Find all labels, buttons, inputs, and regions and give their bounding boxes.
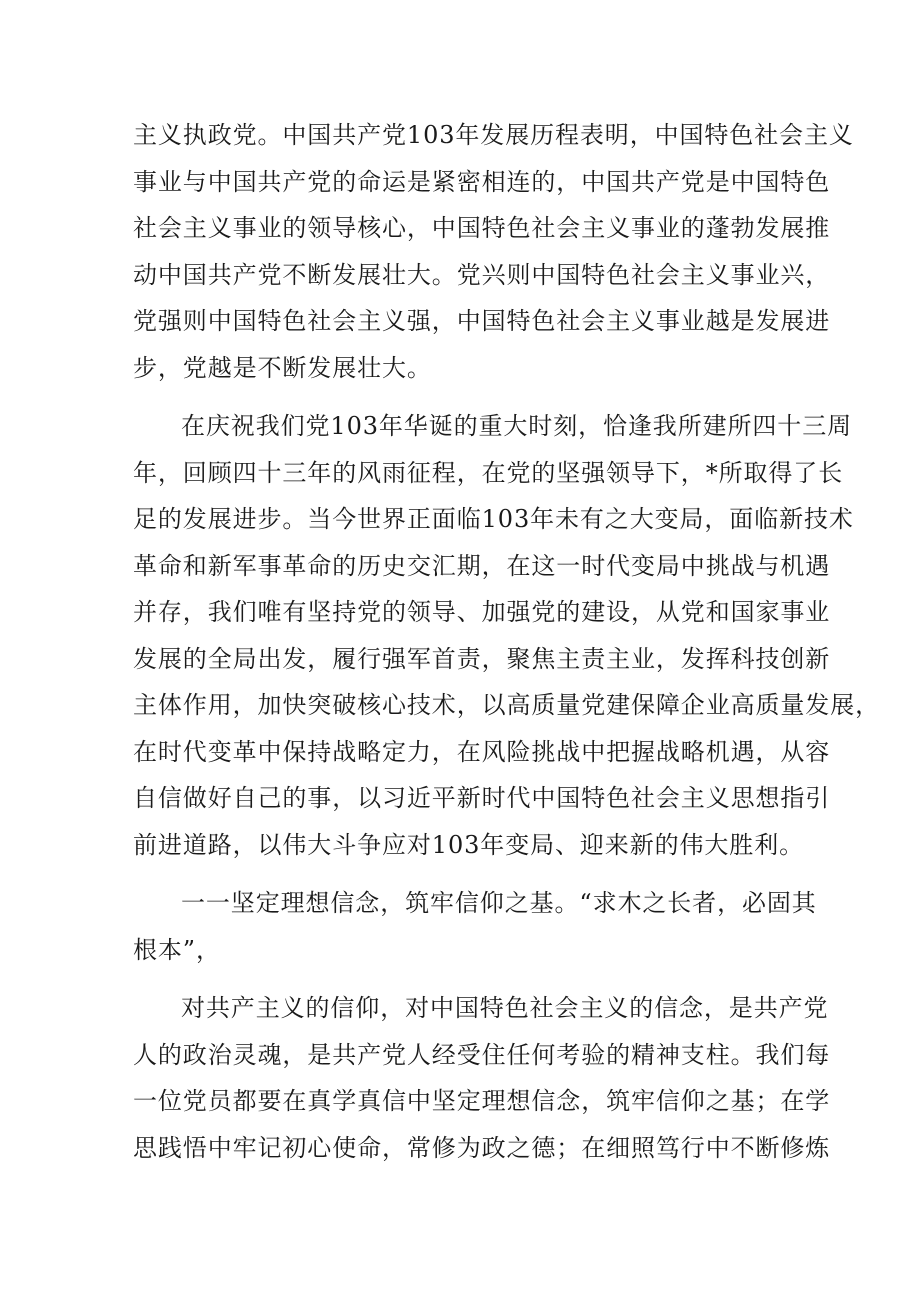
text-line: 根本”， [133, 935, 221, 964]
text-line: 社会主义事业的领导核心，中国特色社会主义事业的蓬勃发展推 [133, 214, 831, 242]
text-line: 足的发展进步。当今世界正面临103年未有之大变局，面临新技术 [133, 505, 854, 533]
text-line: 步，党越是不断发展壮大。 [133, 353, 432, 382]
paragraph-1 [133, 112, 854, 391]
text-line: 主义执政党。中国共产党103年发展历程表明，中国特色社会主义 [133, 121, 854, 149]
text-line: 自信做好自己的事，以习近平新时代中国特色社会主义思想指引 [133, 784, 831, 812]
text-line: 一一坚定理想信念，筑牢信仰之基。“求木之长者，必固其 [181, 889, 817, 917]
document-body [133, 112, 880, 1171]
text-line: 主体作用，加快突破核心技术，以高质量党建保障企业高质量发展， [133, 691, 880, 719]
text-line: 党强则中国特色社会主义强，中国特色社会主义事业越是发展进 [133, 307, 831, 335]
text-line: 人的政治灵魂，是共产党人经受住任何考验的精神支柱。我们每 [133, 1040, 831, 1069]
text-line: 事业与中国共产党的命运是紧密相连的，中国共产党是中国特色 [133, 167, 831, 196]
text-line: 前进道路，以伟大斗争应对103年变局、迎来新的伟大胜利。 [133, 830, 805, 859]
paragraph-2 [133, 403, 880, 868]
text-line: 革命和新军事革命的历史交汇期，在这一时代变局中挑战与机遇 [133, 551, 831, 580]
text-line: 在时代变革中保持战略定力，在风险挑战中把握战略机遇，从容 [133, 737, 831, 766]
text-line: 在庆祝我们党103年华诞的重大时刻，恰逢我所建所四十三周 [181, 412, 853, 440]
text-line: 发展的全局出发，履行强军首责，聚焦主责主业，发挥科技创新 [133, 644, 831, 673]
paragraph-4 [133, 985, 831, 1171]
text-line: 并存，我们唯有坚持党的领导、加强党的建设，从党和国家事业 [133, 598, 831, 626]
text-line: 年，回顾四十三年的风雨征程，在党的坚强领导下，*所取得了长 [133, 458, 844, 487]
text-line: 对共产主义的信仰，对中国特色社会主义的信念，是共产党 [181, 994, 829, 1022]
text-line: 一位党员都要在真学真信中坚定理想信念，筑牢信仰之基；在学 [133, 1087, 831, 1115]
text-line: 思践悟中牢记初心使命，常修为政之德；在细照笃行中不断修炼 [133, 1133, 831, 1162]
paragraph-3 [133, 880, 817, 973]
text-line: 动中国共产党不断发展壮大。党兴则中国特色社会主义事业兴， [133, 260, 831, 289]
